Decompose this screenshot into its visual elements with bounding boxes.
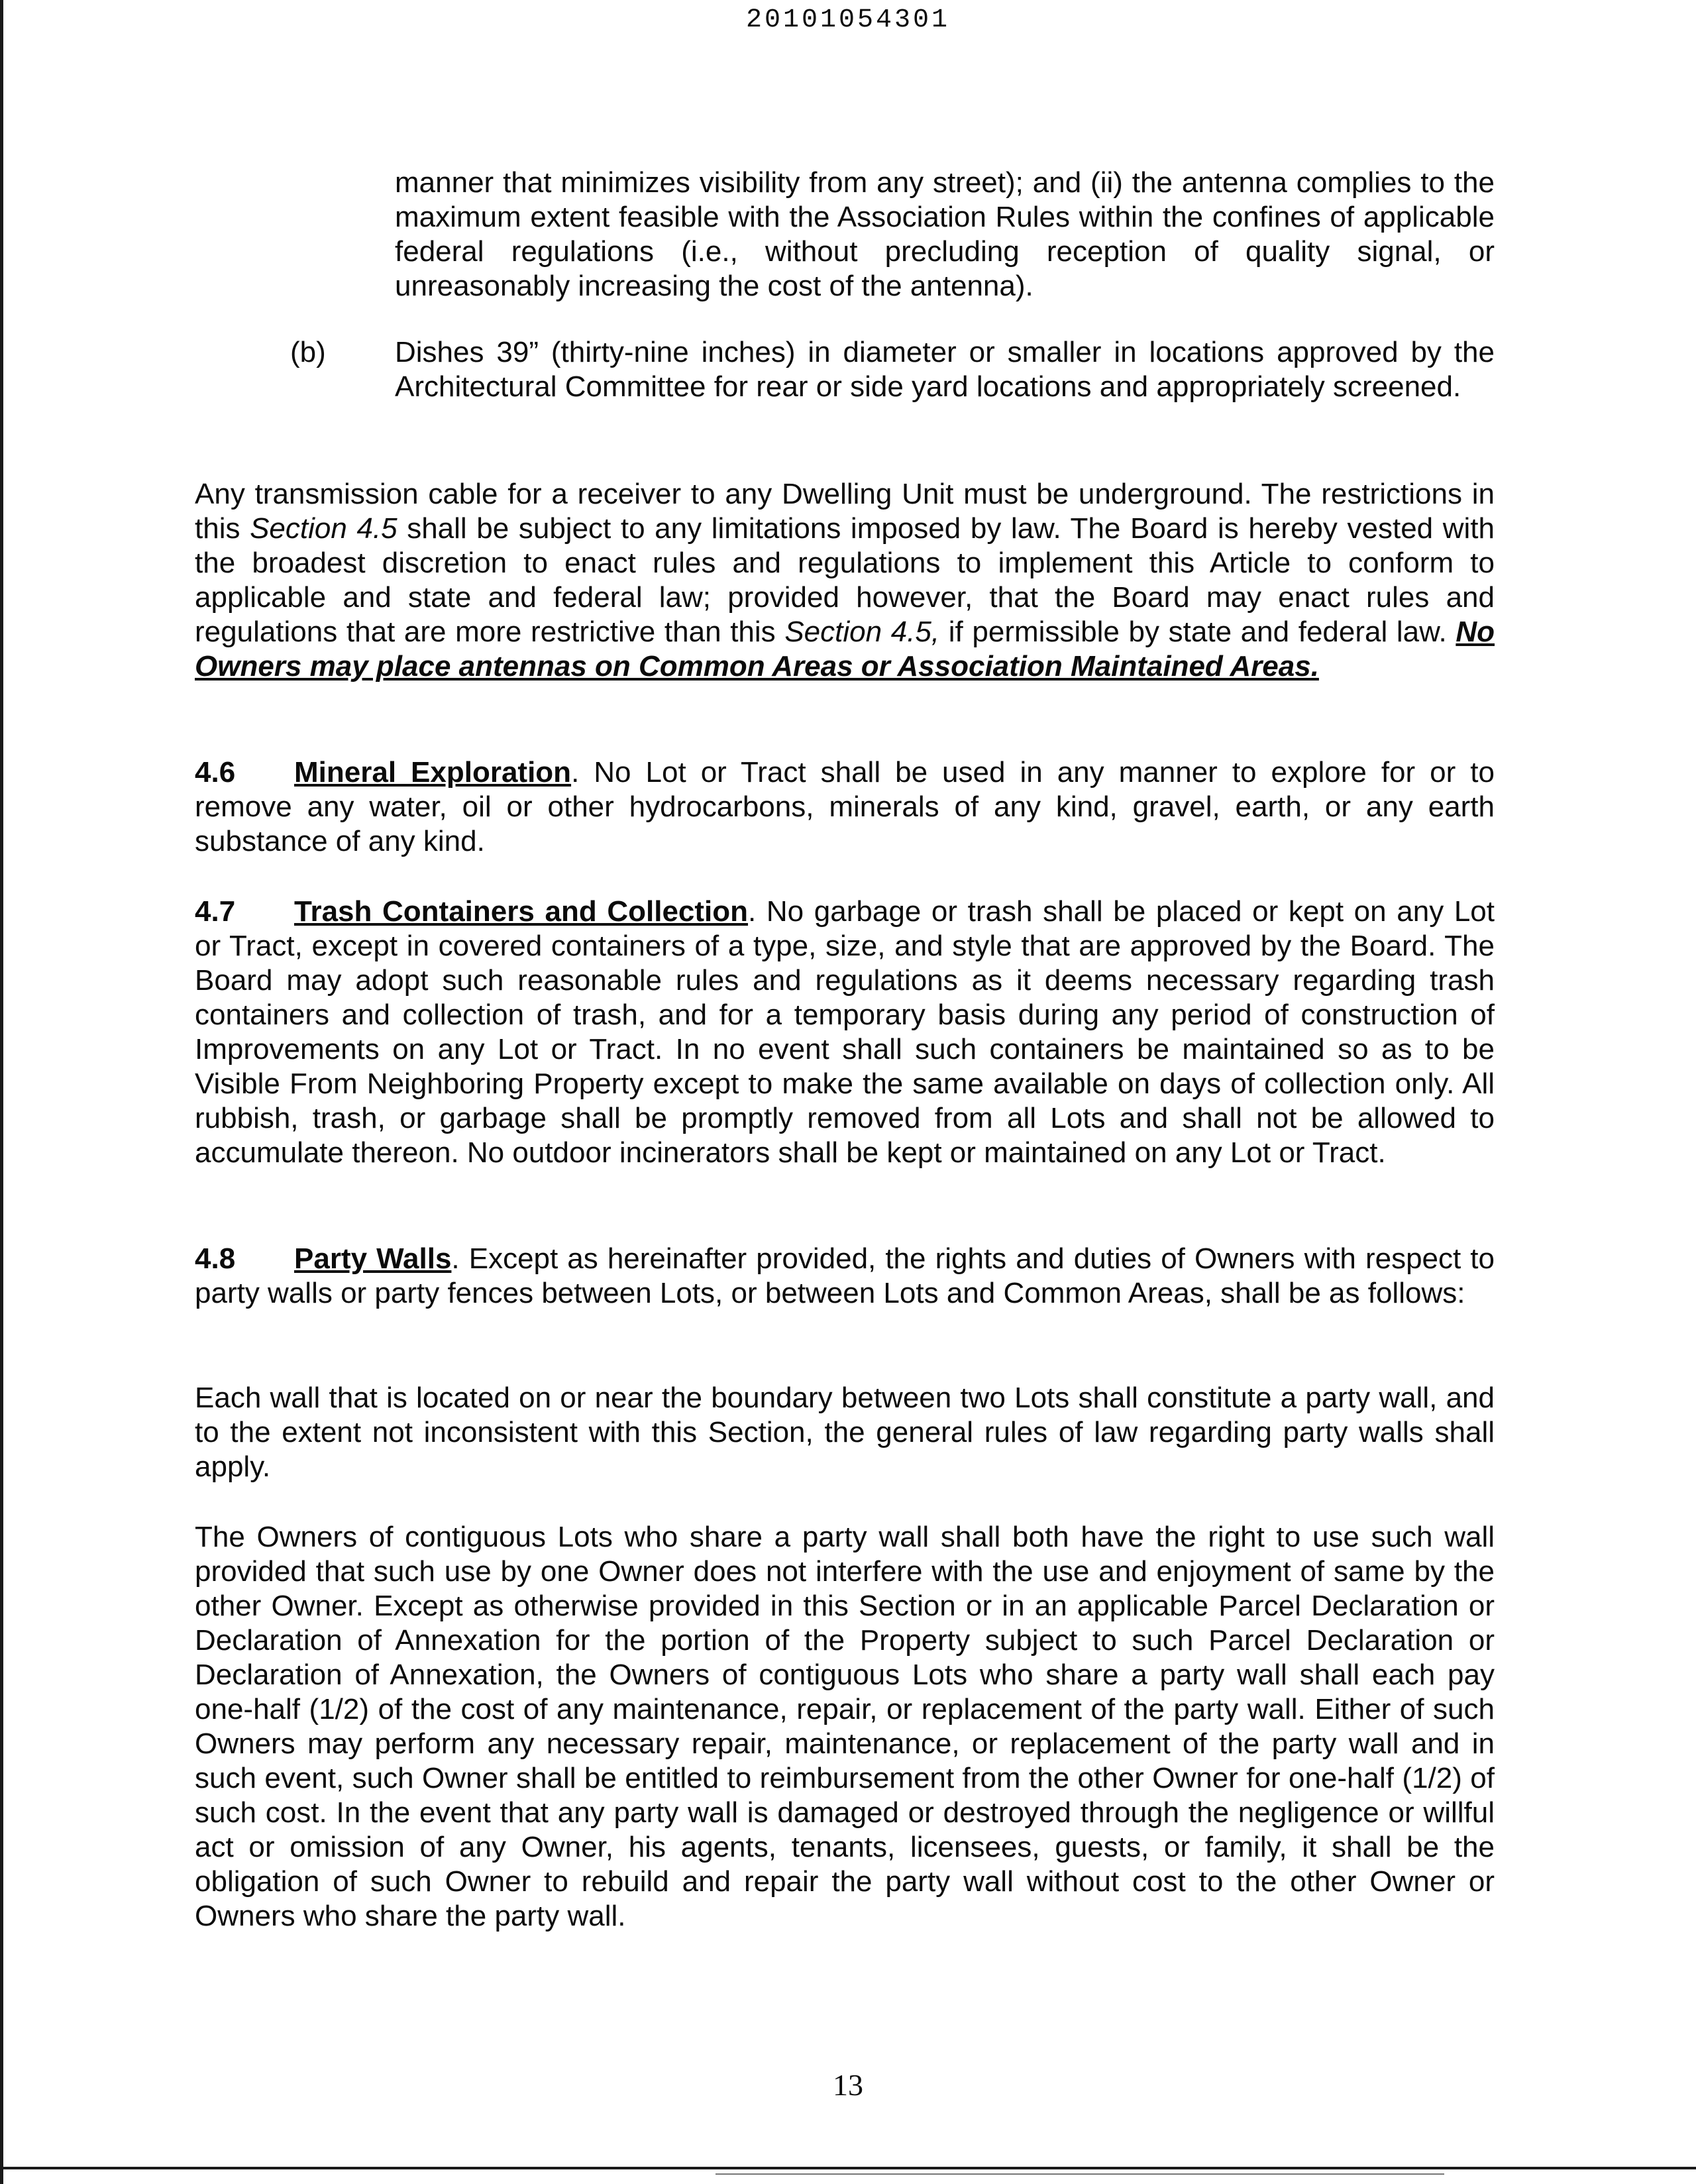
scan-left-border	[0, 0, 3, 2184]
section-heading: Mineral Exploration	[294, 756, 572, 789]
paragraph-b-label: (b)	[290, 336, 326, 368]
section-heading: Trash Containers and Collection	[294, 895, 749, 928]
party-wall-text-2a: The Owners of contiguous Lots who share a party wall shall both have the right to use such wall provided that such use by one Owner does not interfere with the use and enjoyment of same by the other Owner. Except as otherwise provided in this Section or in an applicable Parcel Declaration or Declaration of Annexation for the portion of the Property subject to such Parcel Declaration or Declaration of Annexation, the Owners of contiguous Lots who share a party wall shall each pay	[195, 1521, 1495, 1691]
section-heading: Party Walls	[294, 1242, 452, 1275]
party-wall-paragraph-2	[195, 1520, 1495, 1934]
transmission-text-2: shall be subject to any limitations imposed by law. The Board is hereby vested with the broadest discretion to enact rules and regulations to implement this Article to conform to applicable and state and federal law; provided however, that the Board may enact rules and regulations that are more restrictive than this	[195, 512, 1495, 648]
paragraph-b	[395, 335, 1495, 404]
section-4-8	[195, 1242, 1495, 1311]
section-body: . No Lot or Tract shall be used in any manner to explore for or to remove any water, oil or other hydrocarbons, minerals of any kind, gravel, earth, or any earth substance of any kind.	[195, 756, 1495, 857]
section-body: . Except as hereinafter provided, the rights and duties of Owners with respect to party walls or party fences between Lots, or between Lots and Common Areas, shall be as follows:	[195, 1242, 1495, 1309]
document-number: 20101054301	[745, 5, 951, 35]
section-number: 4.7	[195, 895, 236, 928]
paragraph-a-text: manner that minimizes visibility from any street); and (ii) the antenna complies to the maximum extent feasible with the Association Rules within the confines of applicable federal regulations (i.e., without precluding reception of quality signal, or unreasonably increasing the cost of the antenna).	[395, 166, 1495, 302]
party-wall-paragraph-1	[195, 1381, 1495, 1484]
section-4-7	[195, 895, 1495, 1170]
section-4-6	[195, 755, 1495, 859]
page-number: 13	[833, 2068, 863, 2102]
antenna-restriction-emphasis: No Owners may place antennas on Common Areas or Association Maintained Areas.	[195, 616, 1495, 682]
scan-bottom-border	[0, 2167, 1696, 2169]
section-number: 4.8	[195, 1242, 236, 1275]
section-number: 4.6	[195, 756, 236, 789]
transmission-paragraph	[195, 477, 1495, 684]
scan-bottom-line	[716, 2173, 1444, 2175]
party-wall-text-1: Each wall that is located on or near the boundary between two Lots shall constitute a party wall, and to the extent not inconsistent with this Section, the general rules of law regarding party walls shall apply.	[195, 1382, 1495, 1483]
paragraph-b-text: Dishes 39” (thirty-nine inches) in diameter or smaller in locations approved by the Architectural Committee for rear or side yard locations and appropriately screened.	[395, 336, 1495, 403]
section-reference: Section 4.5	[250, 512, 398, 545]
party-wall-text-2b: one-half (1/2) of the cost of any maintenance, repair, or replacement of the party wall. Either of such Owners may perform any necessary repair, maintenance, or replacement of the party wall and in such event, such Owner shall be entitled to reimbursement from the other Owner for one-half (1/2) of such cost. In the event that any party wall is damaged or destroyed through the negligence or willful act or omission of any Owner, his agents, tenants, licensees, guests, or family, it shall be the obligation of such Owner to rebuild and repair the party wall without cost to the other Owner or Owners who share the party wall.	[195, 1693, 1495, 1932]
section-body: . No garbage or trash shall be placed or kept on any Lot or Tract, except in covered containers of a type, size, and style that are approved by the Board. The Board may adopt such reasonable rules and regulations as it deems necessary regarding trash containers and collection of trash, and for a temporary basis during any period of construction of Improvements on any Lot or Tract. In no event shall such containers be maintained so as to be Visible From Neighboring Property except to make the same available on days of collection only. All rubbish, trash, or garbage shall be promptly removed from all Lots and shall not be allowed to accumulate thereon. No outdoor incinerators shall be kept or maintained on any Lot or Tract.	[195, 895, 1495, 1169]
transmission-text-1: Any transmission cable for a receiver to any Dwelling Unit must be underground. The restrictions in this	[195, 478, 1495, 545]
paragraph-a-continued	[395, 166, 1495, 303]
section-reference: Section 4.5,	[784, 616, 940, 648]
transmission-text-3: if permissible by state and federal law.	[939, 616, 1456, 648]
